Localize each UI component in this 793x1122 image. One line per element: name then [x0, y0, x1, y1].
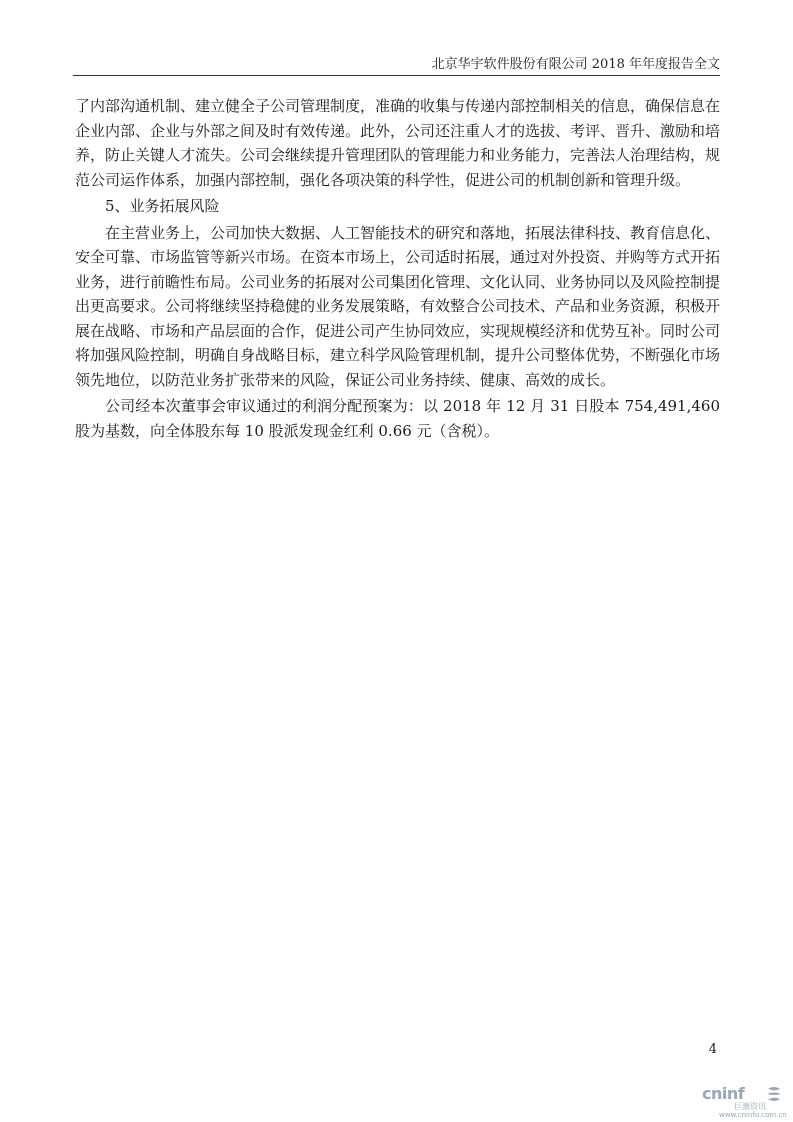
- paragraph-internal-control: 了内部沟通机制、建立健全子公司管理制度，准确的收集与传递内部控制相关的信息，确保信息在企业内部、企业与外部之间及时有效传递。此外，公司还注重人才的选拔、考评、晋升、激励和培养，防止关键人才流失。公司会继续提升管理团队的管理能力和业务能力，完善法人治理结构，规范公司运作体系，加强内部控制，强化各项决策的科学性，促进公司的机制创新和管理升级。: [75, 97, 721, 189]
- watermark-brand-cn: 巨潮资讯: [734, 1102, 766, 1111]
- section-heading-business-expansion-risk: 5、业务拓展风险: [105, 197, 220, 215]
- cninfo-logo-icon: [764, 1086, 784, 1102]
- document-header-title: 北京华宇软件股份有限公司 2018 年年度报告全文: [431, 57, 720, 72]
- watermark-url: www.cninfo.com.cn: [719, 1111, 787, 1119]
- paragraph-profit-distribution: 公司经本次董事会审议通过的利润分配预案为：以 2018 年 12 月 31 日股本 754,491,460 股为基数，向全体股东每 10 股派发现金红利 0.66 元（含税）。: [75, 397, 720, 440]
- paragraph-business-expansion: 在主营业务上，公司加快大数据、人工智能技术的研究和落地，拓展法律科技、教育信息化、安全可靠、市场监管等新兴市场。在资本市场上，公司适时拓展，通过对外投资、并购等方式开拓业务，进行前瞻性布局。公司业务的拓展对公司集团化管理、文化认同、业务协同以及风险控制提出更高要求。公司将继续坚持稳健的业务发展策略，有效整合公司技术、产品和业务资源，积极开展在战略、市场和产品层面的合作，促进公司产生协同效应，实现规模经济和优势互补。同时公司将加强风险控制，明确自身战略目标，建立科学风险管理机制，提升公司整体优势，不断强化市场领先地位，以防范业务扩张带来的风险，保证公司业务持续、健康、高效的成长。: [75, 223, 721, 389]
- header-divider: [73, 75, 720, 76]
- page-number: 4: [708, 1042, 717, 1057]
- watermark-brand: cninf: [702, 1084, 745, 1103]
- document-body: [75, 94, 720, 445]
- cninfo-watermark: [702, 1084, 787, 1119]
